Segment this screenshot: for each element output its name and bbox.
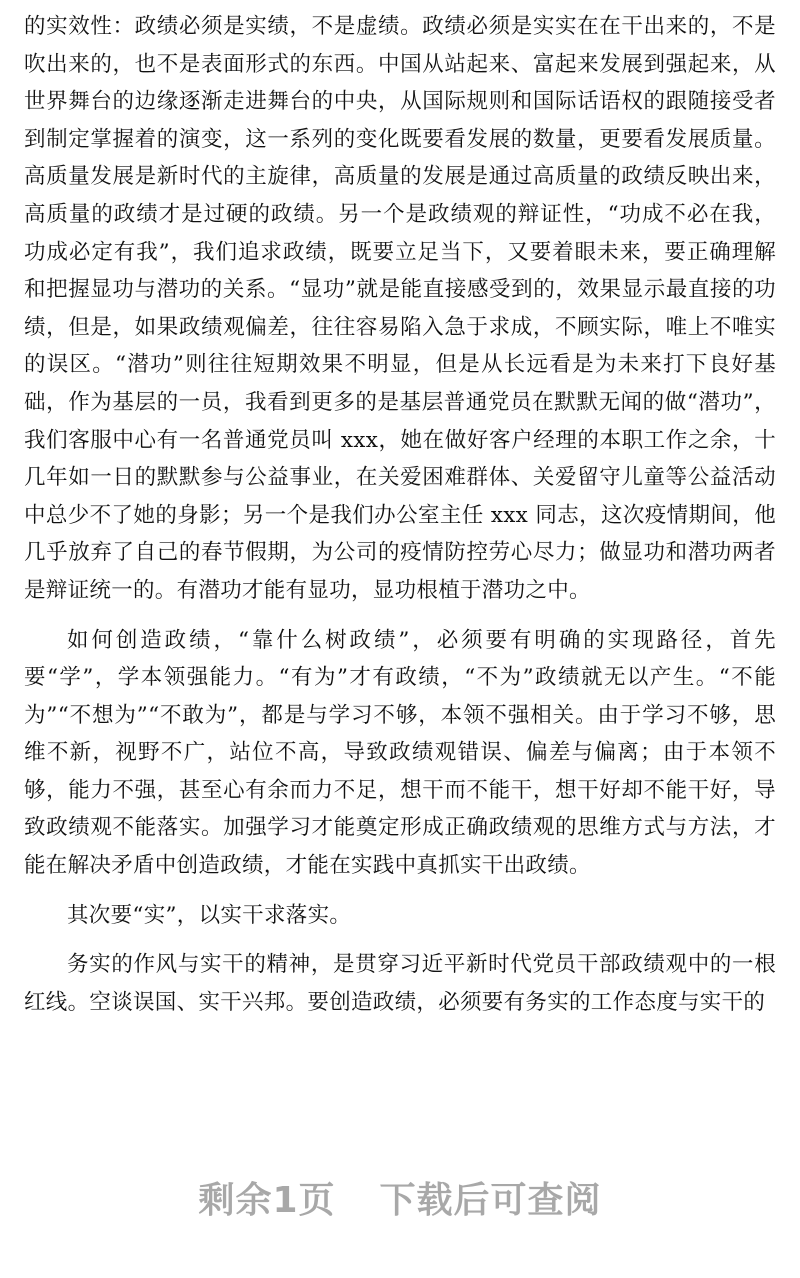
document-page	[24, 8, 776, 1021]
paragraph-1: 的实效性：政绩必须是实绩，不是虚绩。政绩必须是实实在在干出来的，不是吹出来的，也不是表面形式的东西。中国从站起来、富起来发展到强起来，从世界舞台的边缘逐渐走进舞台的中央，从国际规则和国际话语权的跟随接受者到制定掌握着的演变，这一系列的变化既要看发展的数量，更要看发展质量。高质量发展是新时代的主旋律，高质量的发展是通过高质量的政绩反映出来，高质量的政绩才是过硬的政绩。另一个是政绩观的辩证性，“功成不必在我，功成必定有我”，我们追求政绩，既要立足当下，又要着眼未来，要正确理解和把握显功与潜功的关系。“显功”就是能直接感受到的，效果显示最直接的功绩，但是，如果政绩观偏差，往往容易陷入急于求成，不顾实际，唯上不唯实的误区。“潜功”则往往短期效果不明显，但是从长远看是为未来打下良好基础，作为基层的一员，我看到更多的是基层普通党员在默默无闻的做“潜功”，我们客服中心有一名普通党员叫 xxx，她在做好客户经理的本职工作之余，十几年如一日的默默参与公益事业，在关爱困难群体、关爱留守儿童等公益活动中总少不了她的身影；另一个是我们办公室主任 xxx 同志，这次疫情期间，他几乎放弃了自己的春节假期，为公司的疫情防控劳心尽力；做显功和潜功两者是辩证统一的。有潜功才能有显功，显功根植于潜功之中。	[24, 14, 776, 603]
remaining-pages-label[interactable]: 剩余1页	[198, 1180, 336, 1221]
paragraph-4: 务实的作风与实干的精神，是贯穿习近平新时代党员干部政绩观中的一根红线。空谈误国、实干兴邦。要创造政绩，必须要有务实的工作态度与实干的	[24, 952, 776, 1015]
paragraph-2: 如何创造政绩，“靠什么树政绩”，必须要有明确的实现路径，首先要“学”，学本领强能力。“有为”才有政绩，“不为”政绩就无以产生。“不能为”“不想为”“不敢为”，都是与学习不够，本领不强相关。由于学习不够，思维不新，视野不广，站位不高，导致政绩观错误、偏差与偏离；由于本领不够，能力不强，甚至心有余而力不足，想干而不能干，想干好却不能干好，导致政绩观不能落实。加强学习才能奠定形成正确政绩观的思维方式与方法，才能在解决矛盾中创造政绩，才能在实践中真抓实干出政绩。	[24, 627, 776, 879]
paragraph-3: 其次要“实”，以实干求落实。	[67, 902, 352, 928]
download-banner[interactable]	[0, 1172, 800, 1223]
download-hint-label[interactable]: 下载后可查阅	[379, 1180, 602, 1221]
